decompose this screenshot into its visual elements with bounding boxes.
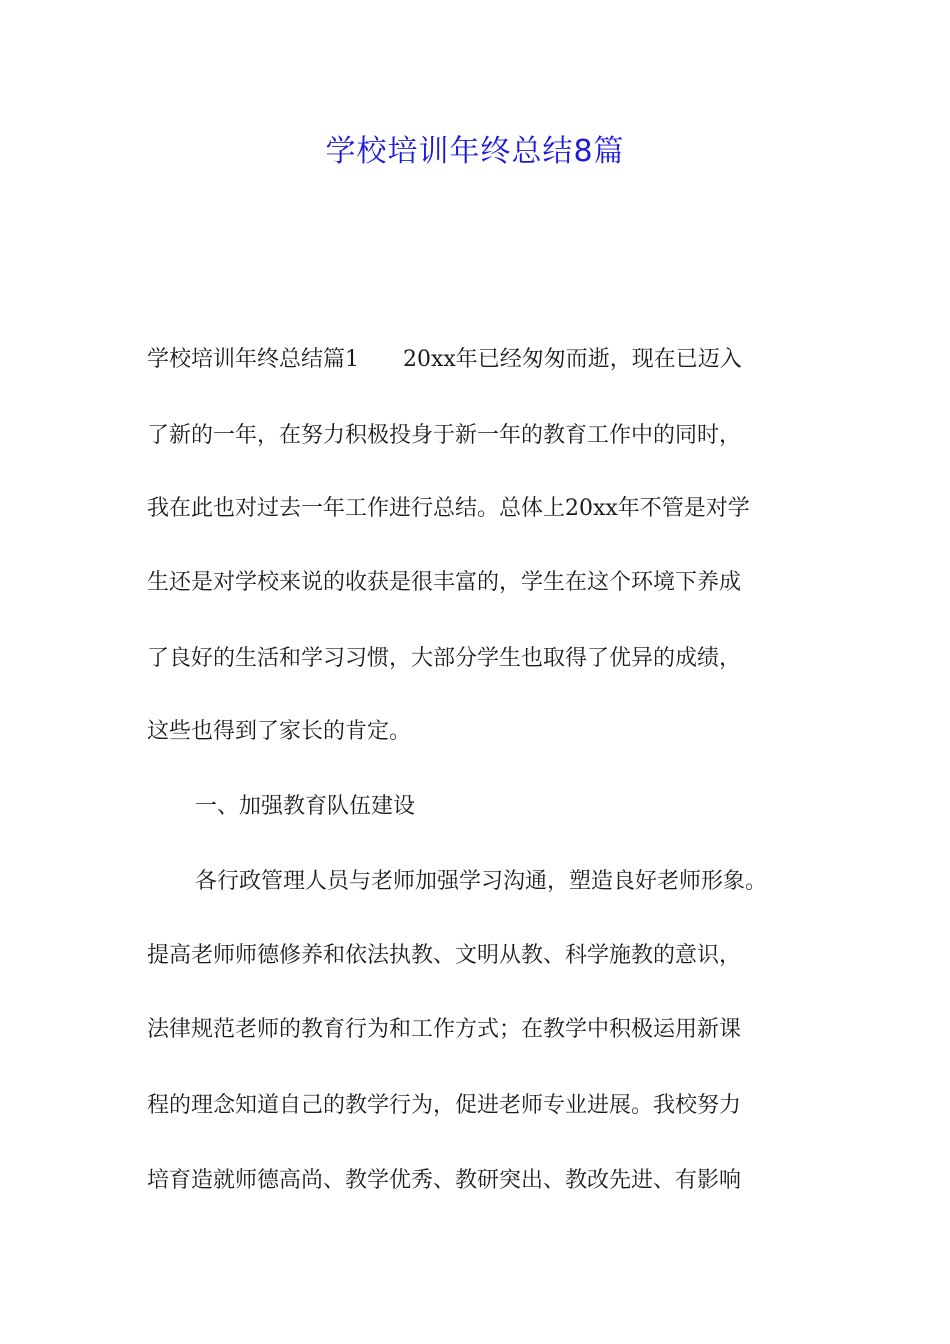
paragraph-line: 生还是对学校来说的收获是很丰富的，学生在这个环境下养成 (147, 570, 742, 595)
paragraph-line: 了良好的生活和学习习惯，大部分学生也取得了优异的成绩， (147, 646, 742, 671)
document-title: 学校培训年终总结8篇 (325, 134, 625, 169)
paragraph-line: 了新的一年，在努力积极投身于新一年的教育工作中的同时， (147, 423, 742, 448)
paragraph-line: 法律规范老师的教育行为和工作方式；在教学中积极运用新课 (147, 1017, 742, 1042)
paragraph-line: 各行政管理人员与老师加强学习沟通，塑造良好老师形象。 (195, 869, 768, 894)
paragraph-line: 培育造就师德高尚、教学优秀、教研突出、教改先进、有影响 (147, 1168, 742, 1193)
paragraph-line: 我在此也对过去一年工作进行总结。总体上20xx年不管是对学 (147, 496, 750, 521)
section-heading: 一、加强教育队伍建设 (195, 794, 416, 819)
paragraph-line: 提高老师师德修养和依法执教、文明从教、科学施教的意识， (147, 943, 742, 968)
paragraph-line: 程的理念知道自己的教学行为，促进老师专业进展。我校努力 (147, 1093, 742, 1118)
paragraph-line: 学校培训年终总结篇1 20xx年已经匆匆而逝，现在已迈入 (147, 347, 742, 372)
paragraph-line: 这些也得到了家长的肯定。 (147, 719, 412, 744)
